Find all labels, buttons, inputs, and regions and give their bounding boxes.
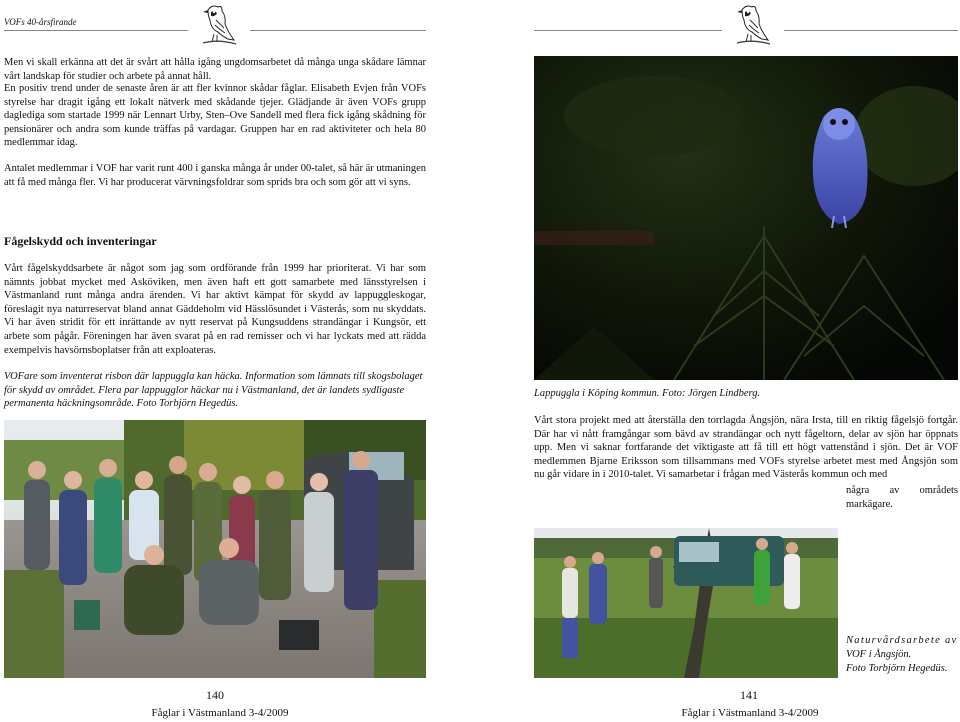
left-paragraph-3: Antalet medlemmar i VOF har varit runt 400 i ganska många år under 00-talet, så här är utmaningen att få med många fler. Vi har producerat värvningsfoldrar som sprids bra och som gör att vi syns.	[4, 163, 426, 188]
group-photo-caption: VOFare som inventerat risbon där lappuggla kan häcka. Information som lämnats till skogsbolaget för skydd av området. Flera par lappugglor häckar nu i Västmanland, det är landets sydligaste permanenta häckningsområde. Foto Torbjörn Hegedüs.	[4, 371, 423, 410]
section-heading: Fågelskydd och inventeringar	[4, 234, 157, 248]
left-paragraph-2: En positiv trend under de senaste åren är att fler kvinnor skådar fåglar. Elisabeth Evjen från VOFs styrelse har dragit igång ett lokalt nätverk med skådande tjejer. Glädjande är även VOFs grupp daglediga som startade 1999 när Lennart Urby, Sten–Ove Sandell med flera fick igång skådning för pensionärer och andra som kunde träffas på vardagar. Gruppen har en rad aktiviteter och hela 80 medlemmar idag.	[4, 83, 426, 149]
right-paragraph-1-tail: några av områdets markägare.	[846, 485, 958, 510]
header-rule-right-2	[784, 30, 958, 31]
header-label: VOFs 40-årsfirande	[4, 17, 77, 27]
owl-photo-caption: Lappuggla i Köping kommun. Foto: Jörgen Lindberg.	[534, 388, 761, 399]
footer-left: Fåglar i Västmanland 3-4/2009	[151, 707, 289, 719]
header-rule-left-2	[250, 30, 426, 31]
owl-photo	[534, 56, 958, 380]
angsjon-caption-line-2: VOF i Ångsjön.	[846, 649, 912, 660]
page-number-left: 140	[206, 688, 224, 702]
bird-logo-icon	[732, 2, 774, 48]
angsjon-caption-line-1: Naturvårdsarbete av	[846, 635, 958, 646]
page-number-right: 141	[740, 688, 758, 702]
angsjon-caption-line-3: Foto Torbjörn Hegedüs.	[846, 663, 948, 674]
bird-logo-icon	[198, 2, 240, 48]
left-paragraph-4: Vårt fågelskyddsarbete är något som jag som ordförande från 1999 har prioriterat. Vi har som nämnts jobbat mycket med Asköviken, men även haft ett gott samarbete med länsstyrelsen i Västmanland runt många andra ärenden. Vi har aktivt kämpat för skydd av lappuggleskogar, föreslagit nya naturreservat bland annat Gäddeholm vid Hässlösundet i Västerås, som nu skyddats. Vi har även stridit för ett inrättande av nytt reservat på Kungsuddens strandängar i Kungsör, ett arbete som pågår. Föreningen har även svarat på en rad remisser och vi har lyckats med att rädda exempelvis havsörnsboplatser från att exploateras.	[4, 263, 426, 356]
footer-right: Fåglar i Västmanland 3-4/2009	[681, 707, 819, 719]
group-photo	[4, 420, 426, 678]
header-rule-right	[534, 30, 722, 31]
right-paragraph-1: Vårt stora projekt med att återställa den torrlagda Ångsjön, nära Irsta, till en riktig fågelsjö fortgår. Där har vi nått framgångar som bävd av strandängar och nytt fågeltorn, delar av sjön har öppnats upp. Men vi saknar fortfarande det viktigaste att få till ett högt vattenstånd i sjön. Det är VOF medlemmen Bjarne Eriksson som tillsammans med VOFs styrelse arbetet mest med Ångsjön som nu går vidare in i 2010-talet. Vi samarbetar i frågan med Västerås kommun och med	[534, 415, 958, 481]
left-paragraph-1: Men vi skall erkänna att det är svårt att hålla igång ungdomsarbetet då många unga skådare lämnar vårt landskap för studier och arbete på annat håll.	[4, 57, 426, 82]
angsjon-photo	[534, 528, 838, 678]
header-rule-left	[4, 30, 188, 31]
